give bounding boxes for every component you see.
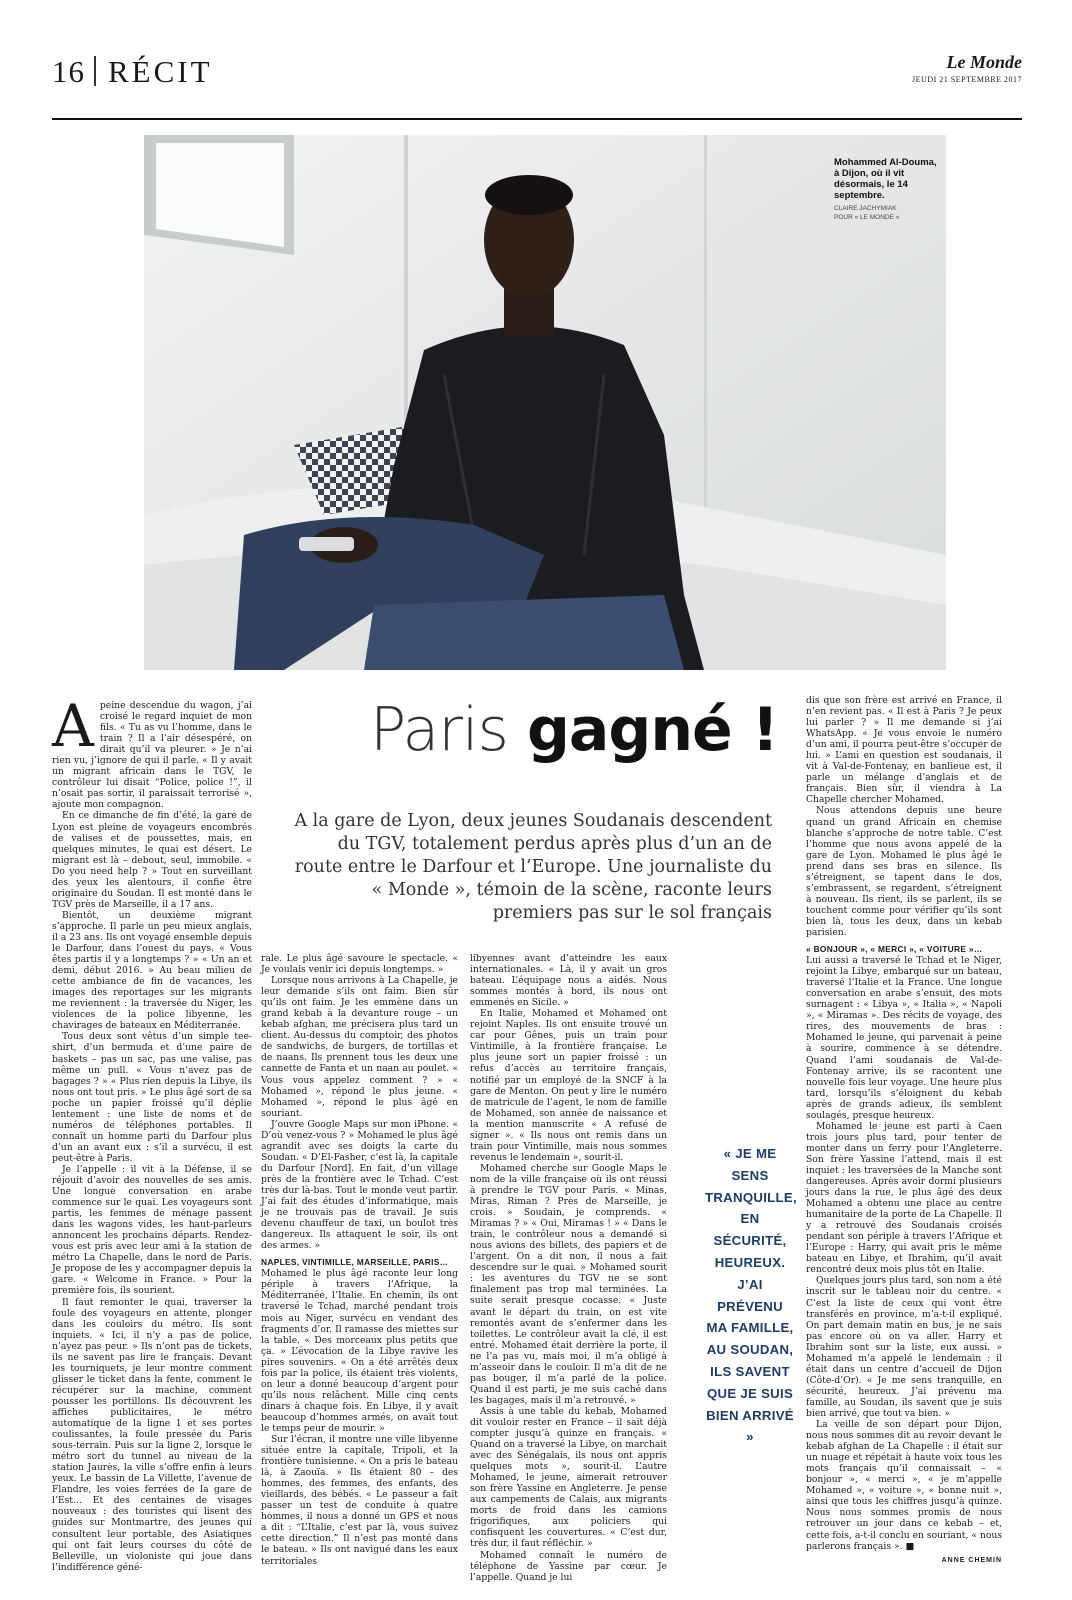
paragraph: libyennes avant d’atteindre les eaux internationales. « Là, il y avait un gros bateau. L’équipage nous a aidés. Nous sommes montés à bord, ils nous ont emmenés en Sicile. »: [470, 953, 667, 1009]
section-rubric: RÉCIT: [108, 54, 213, 89]
paragraph: Quelques jours plus tard, son nom a été inscrit sur le tableau noir du centre. « C’est la liste de ceux qui vont être transférés en province, m’a-t-il expliqué. On part demain matin en bus, je ne sais pas encore où on va aller. Harry et Ibrahim sont sur la liste, eux aussi. » Mohamed m’a appelé le lendemain : il était dans un centre d’accueil de Dijon (Côte-d’Or). « Je me sens tranquille, en sécurité, heureux. J’ai prévenu ma famille, au Soudan, ils savent que je suis bien arrivé, que tout va bien. »: [806, 1275, 1002, 1419]
credit-photographer: CLAIRE JACHYMIAK: [834, 205, 897, 212]
paragraph: dis que son frère est arrivé en France, il n’en revient pas. « Il est à Paris ? Je peux lui parler ? » Il me demande si j’ai WhatsApp. « Je vous envoie le numéro d’un ami, il pourra peut-être s’occuper de lui. » L’ami en question est soudanais, il vit à Val-de-Fontenay, en banlieue est, il parle un mélange d’anglais et de français. Bien sûr, il viendra à La Chapelle chercher Mohamed.: [806, 695, 1002, 806]
column-1: [52, 692, 252, 1573]
pull-quote: « JE ME SENS TRANQUILLE, EN SÉCURITÉ, HEUREUX. J’AI PRÉVENU MA FAMILLE, AU SOUDAN, ILS SAVENT QUE JE SUIS BIEN ARRIVÉ »: [705, 1146, 797, 1445]
article-standfirst: A la gare de Lyon, deux jeunes Soudanais descendent du TGV, totalement perdus après plus d’un an de route entre le Darfour et l’Europe. Une journaliste du « Monde », témoin de la scène, raconte leurs premiers pas sur le sol français: [294, 811, 772, 923]
drop-cap: A: [52, 692, 94, 760]
title-bold: gagné !: [526, 695, 778, 765]
paragraph: Il faut remonter le quai, traverser la foule des voyageurs en attente, plonger dans les couloirs du métro. Ils sont inquiets. « Ici, il n’y a pas de police, n’ayez pas peur. » Ils n’ont pas de tickets, ils ne savent pas lire le français. Devant les tourniquets, je leur montre comment glisser le ticket dans la fente, comment le récupérer sur la machine, comment pousser les portillons. Ils découvrent les affiches publicitaires, le métro automatique de la ligne 1 et ses portes coulissantes, la foule pressée du Paris sous-terrain. Puis sur la ligne 2, lorsque le métro sort du tunnel au niveau de la station Jaurès, la ville s’offre enfin à leurs yeux. Le bassin de La Villette, l’avenue de Flandre, les voies ferrées de la gare de l’Est… Et des centaines de visages nouveaux : des touristes qui lisent des guides sur Montmartre, des jeunes qui consultent leur portable, des Asiatiques qui ont fait leurs courses du côté de Belleville, un violoniste qui joue dans l’indifférence géné-: [52, 1296, 252, 1573]
header-separator: [94, 56, 96, 86]
paragraph: Bientôt, un deuxième migrant s’approche. Il parle un peu mieux anglais, il a 23 ans. Ils ont voyagé ensemble depuis le Darfour, dans l’ouest du pays. « Vous êtes partis il y a longtemps ? » « Un an et demi, début 2016. » Au beau milieu de cette ambiance de fin de vacances, les images des reportages sur les migrants me reviennent : la traversée du Niger, les violences de la police libyenne, les chavirages de bateaux en Méditerranée.: [52, 909, 252, 1032]
paragraph: Lui aussi a traversé le Tchad et le Niger, rejoint la Libye, embarqué sur un bateau, traversé l’Italie et la France. Une longue conversation en arabe s’ensuit, des mots surnagent : « Libya », « Italia », « Napoli », « Miramas ». Des récits de voyage, des rires, des mouvements de bras : Mohamed le jeune, qui parvenait à peine à sourire, commence à se détendre. Quand l’ami soudanais de Val-de-Fontenay arrive, ils se racontent une nouvelle fois leur voyage. Une heure plus tard, lorsqu’ils s’éloignent du kebab après de grands adieux, ils semblent soulagés, presque heureux.: [806, 955, 1002, 1121]
column-2: [261, 953, 458, 1567]
author-signature: ANNE CHEMIN: [941, 1556, 1002, 1564]
paragraph: Mohamed le plus âgé raconte leur long périple à travers l’Afrique, la Méditerranée, l’Italie. En chemin, ils ont traversé le Tchad, marché pendant trois mois au Niger, survécu en vendant des fragments d’or. Il ramasse des miettes sur la table. « Des morceaux plus petits que ça. » L’évocation de la Libye ravive les pires souvenirs. « On a été arrêtés deux fois par la police, ils étaient très violents, on leur a donné beaucoup d’argent pour qu’ils nous relâchent. Mille cinq cents dinars à chaque fois. En Libye, il y avait beaucoup d’hommes armés, on avait tout le temps peur de mourir. »: [261, 1268, 458, 1434]
article-photo: [144, 135, 946, 670]
paragraph: Tous deux sont vêtus d’un simple tee-shirt, d’un bermuda et d’une paire de baskets – pas un sac, pas une valise, pas même un pull. « Vous n’avez pas de bagages ? » « Plus rien depuis la Libye, ils nous ont tout pris. » Le plus âgé sort de sa poche un papier froissé qu’il déplie lentement : une liste de noms et de numéros de téléphones portables. Il connaît un homme parti du Darfour plus d’un an avant eux : s’il a survécu, il est peut-être à Paris.: [52, 1031, 252, 1164]
paragraph: Assis à une table du kebab, Mohamed dit vouloir rester en France – il sait déjà compter jusqu’à quinze en français. « Quand on a traversé la Libye, on marchait avec des Sénégalais, ils nous ont appris quelques mots », sourit-il. L’autre Mohamed, le jeune, aimerait retrouver son frère Yassine en Angleterre. Je pense aux campements de Calais, aux migrants morts de froid dans les camions frigorifiques, aux policiers qui confisquent les couvertures. « C’est dur, très dur, il faut réfléchir. »: [470, 1405, 667, 1550]
column-3: [470, 953, 667, 1583]
subheading: « BONJOUR », « MERCI », « VOITURE »…: [806, 944, 983, 955]
header-rule: [52, 118, 1022, 120]
paragraph: Mohamed cherche sur Google Maps le nom de la ville française où ils ont réussi à prendre le TGV pour Paris. « Minas, Miras, Riman ? Près de Marseille, je crois. » Soudain, je comprends. « Miramas ? » « Oui, Miramas ! » « Dans le train, le contrôleur nous a demandé si nous avions des billets, des papiers et de l’argent. On a dit non, il nous a fait descendre sur le quai. » Mohamed sourit : les aventures du TGV ne se sont finalement pas trop mal terminées. La suite serait presque cocasse. « Juste avant le départ du train, on est vite remontés avant de s’enfermer dans les toilettes. Le contrôleur avait la clé, il est entré. Mohamed était derrière la porte, il ne l’a pas vu, mais moi, il m’a obligé à m’asseoir dans le couloir. Il m’a dit de ne pas bouger, il m’a parlé de la police. Quand il est parti, je me suis caché dans les bagages, mais il m’a retrouvé. »: [470, 1162, 667, 1406]
subheading: NAPLES, VINTIMILLE, MARSEILLE, PARIS…: [261, 1257, 449, 1268]
photo-credit: [834, 204, 944, 222]
paragraph: Mohamed connaît le numéro de téléphone de Yassine par cœur. Je l’appelle. Quand je lui: [470, 1549, 667, 1583]
column-4: [806, 695, 1002, 1566]
article-title: [370, 695, 778, 765]
paragraph: rale. Le plus âgé savoure le spectacle. « Je voulais venir ici depuis longtemps. »: [261, 953, 458, 976]
paragraph: [52, 692, 252, 811]
page-header: [52, 50, 1022, 88]
paragraph-text: peine descendue du wagon, j’ai croisé le regard inquiet de mon fils. « Tu as vu l’homme, dans le train ? Il a l’air désespéré, on dirait qu’il va pleurer. » Je n’ai rien vu, j’ignore de qui il parle. « Il y avait un migrant africain dans le TGV, le contrôleur lui disait “Police, police !”, il n’osait pas sortir, il paraissait terrorisé », ajoute mon compagnon.: [52, 700, 252, 811]
paragraph: Lorsque nous arrivons à La Chapelle, je leur demande s’ils ont faim. Bien sûr qu’ils ont faim. Je les emmène dans un grand kebab à la devanture rouge – un kebab afghan, me précisera plus tard un client. Au-dessus du comptoir, des photos de sandwichs, de burgers, de tortillas et de naans. Ils prennent tous les deux une cannette de Fanta et un naan au poulet. « Vous vous appelez comment ? » « Mohamed », répond le plus jeune. « Mohamed », répond le plus âgé en souriant.: [261, 975, 458, 1119]
issue-date: JEUDI 21 SEPTEMBRE 2017: [912, 75, 1022, 84]
paragraph: La veille de son départ pour Dijon, nous nous sommes dit au revoir devant le kebab afghan de La Chapelle : il était sur un nuage et répétait à haute voix tous les mots français qu’il connaissait – « bonjour », « merci », « je m’appelle Mohamed », « voiture », « bonne nuit », ainsi que tous les chiffres jusqu’à quinze. Nous nous sommes promis de nous retrouver un jour dans ce kebab – et, cette fois, a-t-il conclu en souriant, « nous parlerons français ». ■: [806, 1419, 1002, 1552]
photo-caption: [834, 157, 944, 222]
paragraph: Mohamed le jeune est parti à Caen trois jours plus tard, pour tenter de monter dans un ferry pour l’Angleterre. Son frère Yassine l’attend, mais il est inquiet : les traversées de la Manche sont dangereuses. Après avoir dormi plusieurs jours dans la rue, le plus âgé des deux Mohamed a obtenu une place au centre humanitaire de la porte de La Chapelle. Il y a retrouvé des Soudanais croisés pendant son périple à travers l’Afrique et l’Europe : Harry, qui avait pris le même bateau en Libye, et Ibrahim, qu’il avait rencontré deux mois plus tôt en Italie.: [806, 1120, 1002, 1276]
title-light: Paris: [370, 695, 508, 765]
page-number: 16: [52, 54, 85, 89]
credit-publication: POUR « LE MONDE »: [834, 214, 900, 221]
paragraph: J’ouvre Google Maps sur mon iPhone. « D’où venez-vous ? » Mohamed le plus âgé agrandit avec ses doigts la carte du Soudan. « D’El-Fasher, c’est là, la capitale du Darfour [Nord]. En fait, d’un village près de la frontière avec le Tchad. C’est très dur là-bas. Tout le monde veut partir. J’ai fait des études d’informatique, mais je ne trouvais pas de travail. Je suis devenu chauffeur de taxi, un boulot très dangereux. Ils attaquent le soir, ils ont des armes. »: [261, 1118, 458, 1252]
caption-text: Mohammed Al-Douma, à Dijon, où il vit désormais, le 14 septembre.: [834, 157, 937, 201]
newspaper-masthead: Le Monde: [946, 52, 1022, 72]
paragraph: Nous attendons depuis une heure quand un grand Africain en chemise blanche s’approche de notre table. C’est l’homme que nous avons appelé de la gare de Lyon. Mohamed le plus âgé le prend dans ses bras en silence. Ils s’étreignent, se tapent dans le dos, s’embrassent, se regardent, s’étreignent à nouveau. Ils rient, ils se parlent, ils se touchent comme pour vérifier qu’ils sont bien là, tous les deux, dans un kebab parisien.: [806, 805, 1002, 938]
portrait-illustration: [144, 135, 946, 670]
paragraph: En Italie, Mohamed et Mohamed ont rejoint Naples. Ils ont ensuite trouvé un car pour Gênes, puis un train pour Vintimille, à la frontière française. Le plus jeune sort un papier froissé : un refus d’accès au territoire français, notifié par un employé de la SNCF à la gare de Menton. On peut y lire le numéro de matricule de l’agent, le nom de famille de Mohamed, son année de naissance et la mention manuscrite « A refusé de signer ». « Ils nous ont remis dans un train pour Vintimille, mais nous sommes revenus le lendemain », sourit-il.: [470, 1008, 667, 1163]
paragraph: Sur l’écran, il montre une ville libyenne située entre la capitale, Tripoli, et la frontière tunisienne. « On a pris le bateau là, à Zaouïa. » Ils étaient 80 – des hommes, des femmes, des enfants, des vieillards, des bébés. « Le passeur a fait passer un test de conduite à quatre hommes, il nous a donné un GPS et nous a dit : “L’Italie, c’est par là, vous suivez cette direction.” Il n’est pas monté dans le bateau. » Ils ont navigué dans les eaux territoriales: [261, 1434, 458, 1567]
paragraph: Je l’appelle : il vit à la Défense, il se réjouit d’avoir des nouvelles de ses amis. Une longue conversation en arabe commence sur le quai. Les voyageurs sont partis, les femmes de ménage passent dans les wagons vides, les haut-parleurs annoncent les prochains départs. Rendez-vous est pris avec leur ami à la station de métro La Chapelle, dans le nord de Paris. Je propose de les y accompagner depuis la gare. « Welcome in France. » Pour la première fois, ils sourient.: [52, 1163, 252, 1297]
paragraph: En ce dimanche de fin d’été, la gare de Lyon est pleine de voyageurs encombrés de valises et de poussettes, mais, en quelques minutes, le quai est désert. Le migrant est là – debout, seul, immobile. « Do you need help ? » Tout en surveillant des yeux les alentours, il confie être originaire du Soudan. Il est monté dans le TGV près de Marseille, il a 17 ans.: [52, 810, 252, 910]
